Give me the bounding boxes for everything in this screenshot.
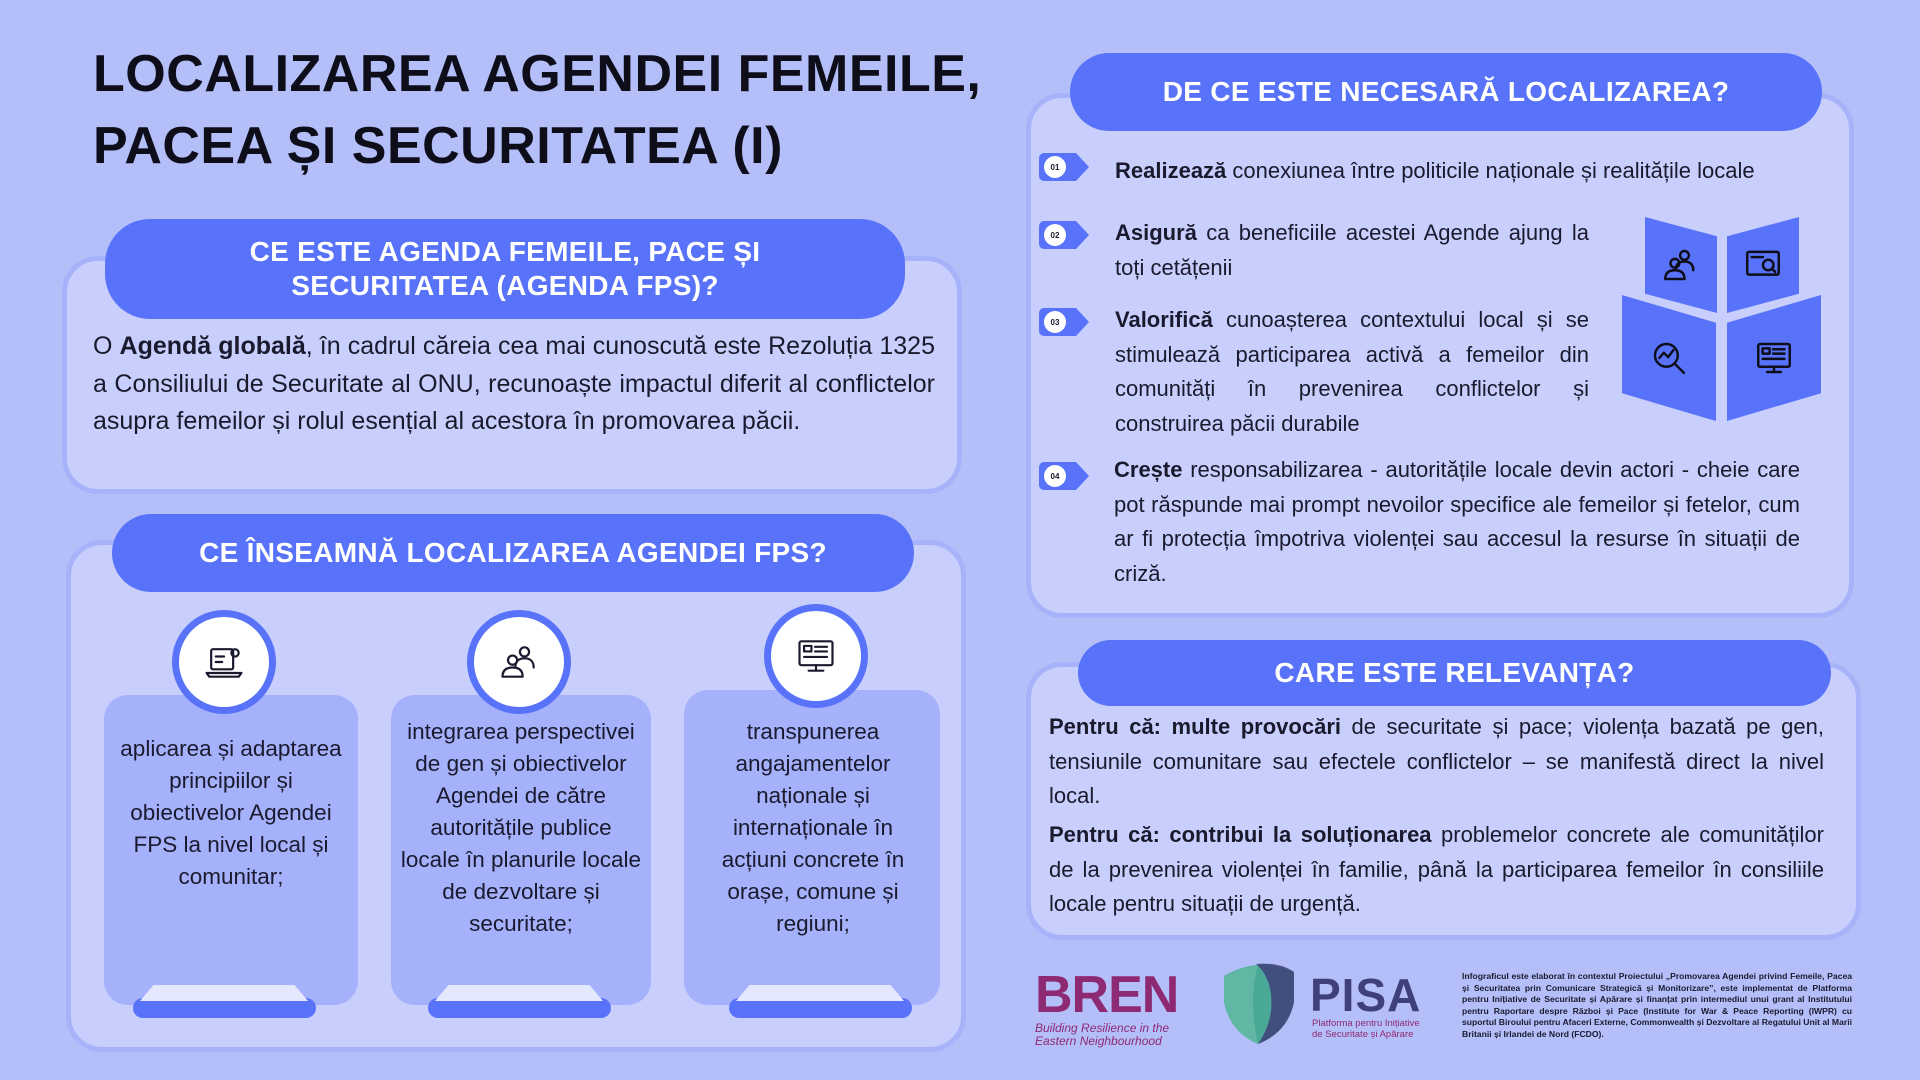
people-icon — [1660, 244, 1702, 286]
what-is-agenda-heading — [105, 219, 905, 319]
bren-logo-line1: Building Resilience in the — [1035, 1021, 1170, 1035]
meaning-card-3-icon-circle — [764, 604, 868, 708]
why-item-01-rest: conexiunea între politicile naționale și realitățile locale — [1226, 158, 1755, 183]
relevance-p1-bold: Pentru că: multe provocări — [1049, 714, 1341, 739]
what-text-bold: Agendă globală — [119, 332, 306, 360]
what-text-rest: , în cadrul căreia cea mai cunoscută este Rezoluția 1325 a Consiliului de Securitate al ONU, recunoaște impactul diferit al conflictelor asupra femeilor și rolul esențial al acestora în promovarea păcii. — [93, 332, 935, 435]
relevance-paragraph-2 — [1049, 818, 1824, 922]
why-item-03 — [1115, 303, 1589, 441]
relevance-p2-bold: Pentru că: contribui la soluționarea — [1049, 822, 1432, 847]
why-localization-heading: DE CE ESTE NECESARĂ LOCALIZAREA? — [1070, 53, 1822, 131]
pisa-logo-word: PISA — [1310, 969, 1422, 1021]
relevance-paragraph-1 — [1049, 710, 1824, 814]
presentation-icon — [1753, 337, 1795, 379]
pisa-shield-icon — [1218, 958, 1300, 1046]
why-item-04 — [1114, 453, 1800, 591]
page-title — [93, 38, 993, 182]
meaning-card-2-base-top — [435, 985, 603, 1001]
meaning-card-1-base-top — [140, 985, 308, 1001]
why-item-02-rest: ca beneficiile acestei Agende ajung la toți cetățenii — [1115, 220, 1589, 280]
why-item-02-bold: Asigură — [1115, 220, 1197, 245]
number-badge-03-label: 03 — [1050, 318, 1060, 327]
bren-logo-line2: Eastern Neighbourhood — [1035, 1034, 1162, 1048]
what-text-prefix: O — [93, 332, 120, 360]
meaning-card-1-icon-circle — [172, 610, 276, 714]
number-badge-01-label: 01 — [1050, 163, 1060, 172]
why-item-04-rest: responsabilizarea - autoritățile locale devin actori - cheie care pot răspunde mai prompt nevoilor specifice ale femeilor și fetelor, cum ar fi protecția împotriva violenței sau accesul la resurse în situații de criză. — [1114, 457, 1800, 586]
page-title-line2: PACEA ȘI SECURITATEA (I) — [93, 117, 783, 175]
what-heading-line2: SECURITATEA (AGENDA FPS)? — [291, 270, 719, 301]
relevance-p2-rest: problemelor concrete ale comunităților de la prevenirea violenței în familie, până la participarea femeilor în consiliile locale pentru situații de urgență. — [1049, 822, 1824, 916]
number-badge-03 — [1038, 307, 1090, 337]
meaning-card-1-text: aplicarea și adaptarea principiilor și obiectivelor Agendei FPS la nivel local și comunitar; — [120, 736, 342, 889]
why-item-04-bold: Crește — [1114, 457, 1183, 482]
relevance-p1-rest: de securitate și pace; violența bazată pe gen, tensiunile comunitare sau efectele conflictelor – se manifestă direct la nivel local. — [1049, 714, 1824, 808]
localization-meaning-heading: CE ÎNSEAMNĂ LOCALIZAREA AGENDEI FPS? — [112, 514, 914, 592]
presentation-icon — [794, 634, 838, 678]
meaning-card-3-base-top — [736, 985, 904, 1001]
laptop-person-icon — [202, 640, 246, 684]
pisa-logo-line2: de Securitate și Apărare — [1312, 1029, 1414, 1040]
bren-logo-word: BREN — [1035, 966, 1179, 1024]
what-heading-line1: CE ESTE AGENDA FEMEILE, PACE ȘI — [249, 236, 761, 267]
number-badge-04-label: 04 — [1050, 472, 1060, 481]
project-footnote: Infograficul este elaborat în contextul Proiectului „Promovarea Agendei privind Femeile, Pacea și Securitatea prin Comunicare Strategică și Monitorizare”, este implementat de Platforma pentru Inițiative de Securitate și Apărare și finanțat prin intermediul unui grant al Institutului pentru Raportare despre Război și Pace (Institute for War & Peace Reporting (IWPR) cu suportul Biroului pentru Afaceri Externe, Commonwealth și Dezvoltare al Regatului Unit al Marii Britanii și Irlandei de Nord (FCDO). — [1462, 971, 1852, 1039]
why-item-03-rest: cunoașterea contextului local și se stimulează participarea activă a femeilor din comunități în prevenirea conflictelor și construirea păcii durabile — [1115, 307, 1589, 436]
number-badge-02 — [1038, 220, 1090, 250]
meaning-card-2-base — [428, 998, 611, 1018]
why-item-01 — [1115, 154, 1815, 189]
meaning-card-3-text: transpunerea angajamentelor naționale și internaționale în acțiuni concrete în orașe, comune și regiuni; — [721, 719, 905, 936]
meaning-card-2-icon-circle — [467, 610, 571, 714]
analytics-search-icon — [1648, 337, 1690, 379]
relevance-heading: CARE ESTE RELEVANȚA? — [1078, 640, 1831, 706]
why-item-03-bold: Valorifică — [1115, 307, 1213, 332]
why-item-02 — [1115, 216, 1589, 285]
number-badge-01 — [1038, 152, 1090, 182]
page-title-line1: LOCALIZAREA AGENDEI FEMEILE, — [93, 45, 982, 103]
pisa-logo-line1: Platforma pentru Inițiative — [1312, 1018, 1420, 1029]
meaning-card-3-base — [729, 998, 912, 1018]
bren-logo — [1035, 966, 1179, 1048]
what-is-agenda-text — [93, 328, 935, 441]
monitor-search-icon — [1742, 244, 1784, 286]
number-badge-04 — [1038, 461, 1090, 491]
people-icon — [497, 640, 541, 684]
why-item-01-bold: Realizează — [1115, 158, 1227, 183]
number-badge-02-label: 02 — [1050, 231, 1060, 240]
meaning-card-1-base — [133, 998, 316, 1018]
meaning-card-2-text: integrarea perspectivei de gen și obiectivelor Agendei de către autoritățile publice locale în planurile locale de dezvoltare și securitate; — [400, 719, 642, 936]
